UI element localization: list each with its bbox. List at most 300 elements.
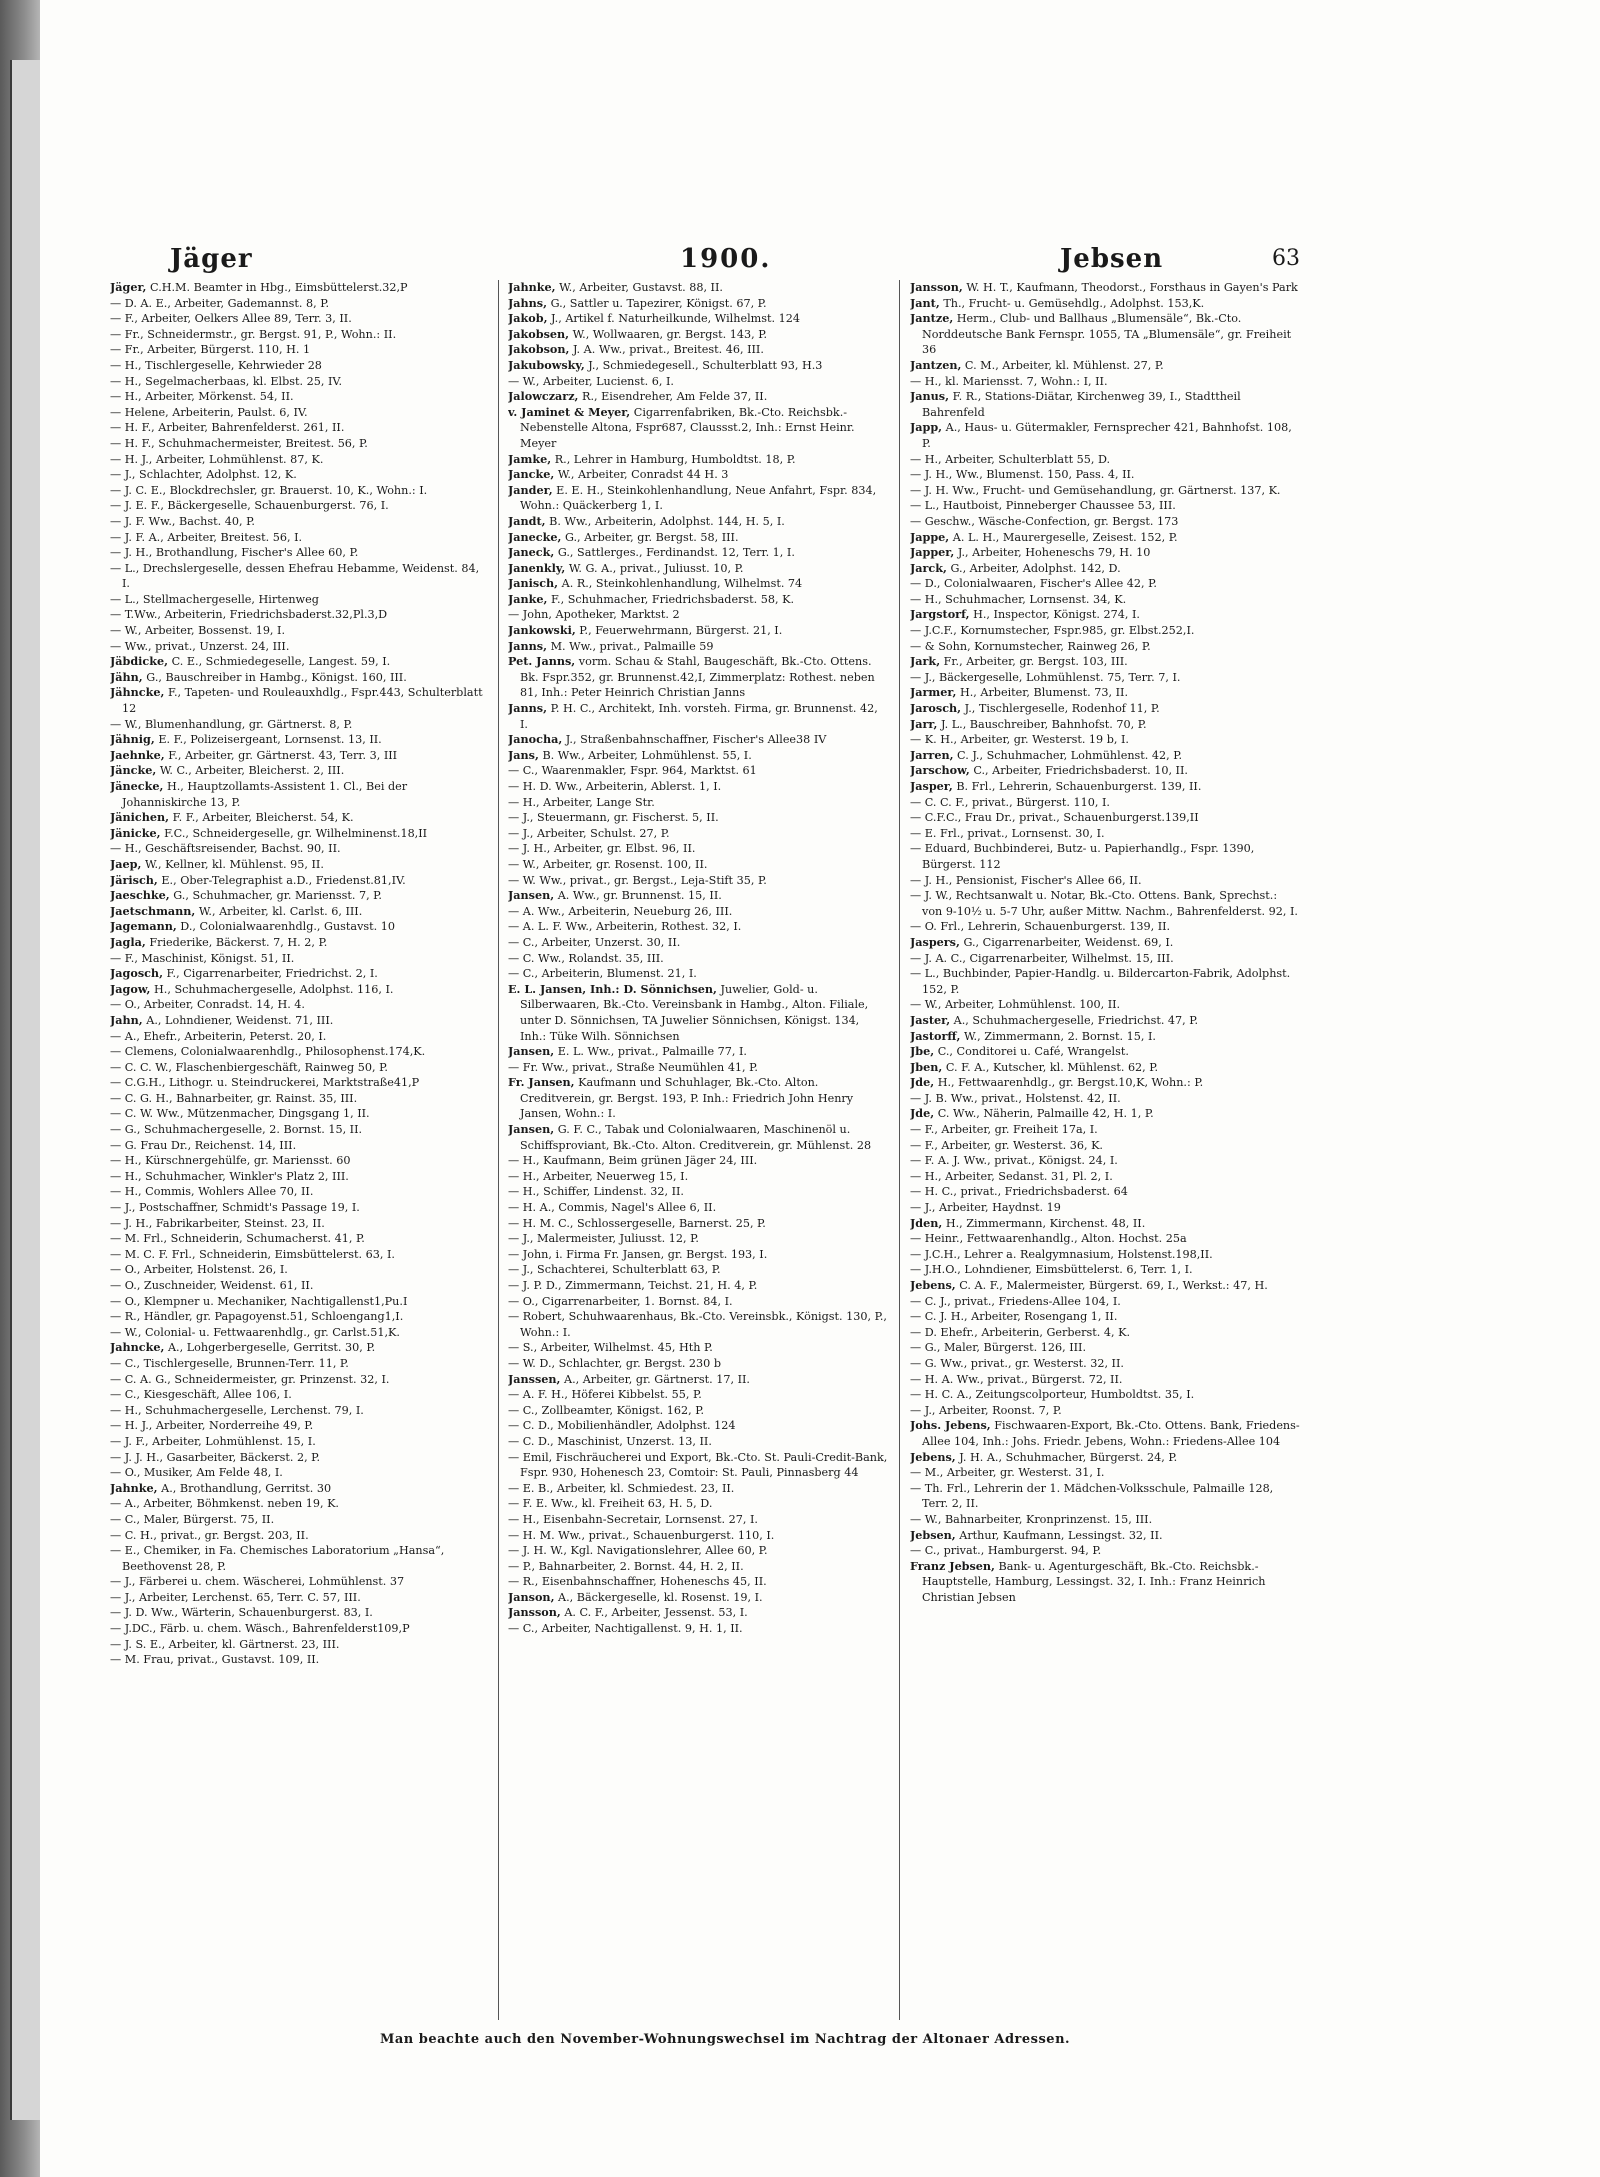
entry-surname: Johs. Jebens, xyxy=(910,1418,991,1433)
entry-surname: Jänecke, xyxy=(110,779,164,793)
entry-details: — W., Blumenhandlung, gr. Gärtnerst. 8, P. xyxy=(110,717,353,731)
entry-details: G., Schuhmacher, gr. Mariensst. 7, P. xyxy=(173,889,382,903)
entry-details: — Th. Frl., Lehrerin der 1. Mädchen-Volksschule, Palmaille 128, Terr. 2, II. xyxy=(910,1481,1274,1511)
directory-entry xyxy=(910,1325,1300,1341)
entry-details: — J. H. Ww., Frucht- und Gemüsehandlung, gr. Gärtnerst. 137, K. xyxy=(910,483,1281,497)
entry-details: — J. H., Fabrikarbeiter, Steinst. 23, II. xyxy=(110,1216,325,1230)
entry-surname: Jansson, xyxy=(910,280,963,294)
directory-entry xyxy=(508,561,888,577)
entry-details: W., Kellner, kl. Mühlenst. 95, II. xyxy=(144,857,324,871)
directory-entry xyxy=(508,342,888,358)
directory-entry xyxy=(508,576,888,592)
directory-entry xyxy=(110,763,488,779)
entry-surname: Jagemann, xyxy=(110,919,177,934)
entry-surname: Jahn, xyxy=(110,1012,143,1027)
entry-surname: Jänichen, xyxy=(110,810,170,825)
entry-details: — L., Buchbinder, Papier-Handlg. u. Bildercarton-Fabrik, Adolphst. 152, P. xyxy=(910,967,1291,996)
directory-entry xyxy=(110,810,488,826)
entry-surname: Jastorff, xyxy=(910,1028,961,1043)
entry-details: — J., Arbeiter, Schulst. 27, P. xyxy=(508,826,670,840)
entry-details: A., Lohndiener, Weidenst. 71, III. xyxy=(146,1013,334,1027)
previous-page-edge xyxy=(10,60,42,2120)
entry-details: A., Bäckergeselle, kl. Rosenst. 19, I. xyxy=(558,1590,763,1604)
entry-details: — F., Arbeiter, gr. Westerst. 36, K. xyxy=(910,1138,1103,1152)
directory-entry xyxy=(508,888,888,904)
directory-entry xyxy=(508,592,888,608)
entry-details: — W., Arbeiter, Lohmühlenst. 100, II. xyxy=(910,998,1121,1012)
directory-entry xyxy=(508,1122,888,1153)
directory-entry xyxy=(910,717,1300,733)
entry-details: — O., Arbeiter, Conradst. 14, H. 4. xyxy=(110,998,305,1012)
directory-entry xyxy=(910,1231,1300,1247)
entry-details: — C. J., privat., Friedens-Allee 104, I. xyxy=(910,1294,1121,1308)
entry-surname: Jansen, xyxy=(508,1044,555,1059)
directory-entry xyxy=(910,420,1300,451)
entry-details: — Geschw., Wäsche-Confection, gr. Bergst. 173 xyxy=(910,514,1179,528)
entry-surname: Jansen, xyxy=(508,888,555,903)
entry-details: — E. B., Arbeiter, kl. Schmiedest. 23, II. xyxy=(508,1481,735,1495)
entry-details: — C. Ww., Rolandst. 35, III. xyxy=(508,951,664,965)
entry-details: F., Cigarrenarbeiter, Friedrichst. 2, I. xyxy=(166,967,378,981)
entry-surname: Jaster, xyxy=(910,1012,951,1027)
directory-entry xyxy=(508,951,888,967)
entry-surname: Jarschow, xyxy=(910,763,970,778)
directory-entry xyxy=(508,779,888,795)
entry-details: E. E. H., Steinkohlenhandlung, Neue Anfahrt, Fspr. 834, Wohn.: Quäckerberg 1, I. xyxy=(520,483,877,513)
entry-surname: Jansson, xyxy=(508,1605,561,1620)
entry-details: Fischwaaren-Export, Bk.-Cto. Ottens. Bank, Friedens-Allee 104, Inh.: Johs. Friedr. Jebens, Wohn.: Friedens-Allee 104 xyxy=(922,1419,1300,1448)
directory-entry xyxy=(910,935,1300,951)
directory-entry xyxy=(910,779,1300,795)
entry-details: W. H. T., Kaufmann, Theodorst., Forsthaus in Gayen's Park xyxy=(966,281,1298,294)
directory-entry xyxy=(110,311,488,327)
directory-entry xyxy=(110,420,488,436)
entry-details: — J., Arbeiter, Roonst. 7, P. xyxy=(910,1403,1062,1417)
directory-entry xyxy=(508,873,888,889)
entry-surname: Jäbdicke, xyxy=(110,654,169,669)
entry-details: — W., Arbeiter, gr. Rosenst. 100, II. xyxy=(508,857,708,871)
directory-entry xyxy=(910,841,1300,872)
directory-entry xyxy=(910,452,1300,468)
entry-details: H., Arbeiter, Blumenst. 73, II. xyxy=(959,686,1129,700)
entry-surname: Janus, xyxy=(910,389,950,404)
directory-entry xyxy=(110,545,488,561)
entry-details: — C. D., Maschinist, Unzerst. 13, II. xyxy=(508,1434,712,1448)
directory-entry xyxy=(508,280,888,296)
directory-entry xyxy=(910,1122,1300,1138)
directory-entry xyxy=(110,1216,488,1232)
directory-entry xyxy=(508,966,888,982)
directory-entry xyxy=(110,966,488,982)
entry-details: — M. Frau, privat., Gustavst. 109, II. xyxy=(110,1653,320,1667)
directory-entry xyxy=(110,1496,488,1512)
entry-details: — A. L. F. Ww., Arbeiterin, Rothest. 32, I. xyxy=(508,920,742,934)
entry-details: C.H.M. Beamter in Hbg., Eimsbüttelerst.32,P xyxy=(150,281,408,294)
entry-details: — H., Commis, Wohlers Allee 70, II. xyxy=(110,1185,314,1199)
directory-entry xyxy=(910,545,1300,561)
directory-entry xyxy=(110,1200,488,1216)
entry-details: — J.C.F., Kornumstecher, Fspr.985, gr. Elbst.252,I. xyxy=(910,624,1195,638)
entry-details: P., Feuerwehrmann, Bürgerst. 21, I. xyxy=(579,624,783,638)
entry-details: A. C. F., Arbeiter, Jessenst. 53, I. xyxy=(564,1606,748,1620)
entry-details: — J. H. W., Kgl. Navigationslehrer, Allee 60, P. xyxy=(508,1544,768,1558)
entry-details: J., Tischlergeselle, Rodenhof 11, P. xyxy=(964,702,1160,716)
entry-details: B. Frl., Lehrerin, Schauenburgerst. 139, II. xyxy=(956,780,1202,793)
entry-details: — O., Klempner u. Mechaniker, Nachtigallenst1,Pu.I xyxy=(110,1294,408,1308)
entry-details: — H. J., Arbeiter, Lohmühlenst. 87, K. xyxy=(110,452,324,466)
entry-details: B. Ww., Arbeiter, Lohmühlenst. 55, I. xyxy=(542,748,752,762)
directory-entry xyxy=(910,514,1300,530)
directory-entry xyxy=(110,1184,488,1200)
entry-details: — H. J., Arbeiter, Norderreihe 49, P. xyxy=(110,1419,314,1433)
entry-details: — John, i. Firma Fr. Jansen, gr. Bergst. 193, I. xyxy=(508,1247,768,1261)
entry-details: — W. Ww., privat., gr. Bergst., Leja-Stift 35, P. xyxy=(508,873,767,887)
directory-entry xyxy=(910,389,1300,420)
entry-surname: Jebens, xyxy=(910,1278,956,1292)
directory-entry xyxy=(110,919,488,935)
entry-details: W., Zimmermann, 2. Bornst. 15, I. xyxy=(964,1029,1156,1043)
entry-details: — H., Arbeiter, Neuerweg 15, I. xyxy=(508,1169,689,1183)
directory-entry xyxy=(910,1309,1300,1325)
entry-details: — H. A., Commis, Nagel's Allee 6, II. xyxy=(508,1201,717,1215)
directory-entry xyxy=(508,1184,888,1200)
directory-entry xyxy=(110,873,488,889)
entry-details: J. H. A., Schuhmacher, Bürgerst. 24, P. xyxy=(959,1450,1178,1464)
directory-entry xyxy=(110,1356,488,1372)
directory-entry xyxy=(508,607,888,623)
entry-details: — J., Arbeiter, Haydnst. 19 xyxy=(910,1201,1061,1215)
entry-details: — H., Geschäftsreisender, Bachst. 90, II. xyxy=(110,842,341,856)
entry-details: J. A. Ww., privat., Breitest. 46, III. xyxy=(572,343,764,357)
directory-entry xyxy=(110,1652,488,1668)
entry-details: Herm., Club- und Ballhaus „Blumensäle“, Bk.-Cto. Norddeutsche Bank Fernspr. 1055, TA „Blumensäle“, gr. Freiheit 36 xyxy=(922,312,1292,357)
directory-entry xyxy=(910,1528,1300,1544)
directory-entry xyxy=(910,592,1300,608)
entry-surname: Japper, xyxy=(910,545,955,560)
directory-entry xyxy=(508,1621,888,1637)
entry-surname: Jäger, xyxy=(110,280,147,294)
entry-details: C. M., Arbeiter, kl. Mühlenst. 27, P. xyxy=(964,358,1164,372)
entry-details: W. G. A., privat., Juliusst. 10, P. xyxy=(568,561,744,575)
directory-entry xyxy=(508,654,888,701)
entry-details: — J.DC., Färb. u. chem. Wäsch., Bahrenfelderst109,P xyxy=(110,1622,410,1636)
entry-details: — R., Händler, gr. Papagoyenst.51, Schloengang1,I. xyxy=(110,1310,404,1324)
directory-entry xyxy=(508,311,888,327)
directory-entry xyxy=(910,763,1300,779)
entry-details: A., Schuhmachergeselle, Friedrichst. 47, P. xyxy=(953,1013,1199,1027)
directory-entry xyxy=(910,1029,1300,1045)
entry-surname: Japp, xyxy=(910,420,943,435)
entry-surname: Janecke, xyxy=(508,529,562,544)
entry-details: — H., Schuhmacher, Winkler's Platz 2, III. xyxy=(110,1169,349,1183)
directory-entry xyxy=(910,1106,1300,1122)
entry-details: — L., Hautboist, Pinneberger Chaussee 53, III. xyxy=(910,499,1176,513)
running-head xyxy=(110,240,1300,280)
directory-entry xyxy=(910,810,1300,826)
entry-surname: Jahns, xyxy=(508,295,548,310)
column-1 xyxy=(110,280,488,2020)
entry-surname: Jäncke, xyxy=(110,763,157,778)
directory-entry xyxy=(508,1216,888,1232)
directory-entry xyxy=(110,1138,488,1154)
directory-entry xyxy=(508,374,888,390)
entry-details: — C., Kiesgeschäft, Allee 106, I. xyxy=(110,1388,292,1402)
entry-details: — Eduard, Buchbinderei, Butz- u. Papierhandlg., Fspr. 1390, Bürgerst. 112 xyxy=(910,842,1255,871)
entry-details: — C., Arbeiter, Unzerst. 30, II. xyxy=(508,935,681,949)
entry-surname: Jakubowsky, xyxy=(508,357,585,372)
entry-surname: Jander, xyxy=(508,482,553,497)
directory-entry xyxy=(110,607,488,623)
entry-details: — E. Frl., privat., Lornsenst. 30, I. xyxy=(910,826,1105,840)
entry-details: — J. W., Rechtsanwalt u. Notar, Bk.-Cto. Ottens. Bank, Sprechst.: von 9-10½ u. 5-7 Uhr, außer Mittw. Nachm., Bahrenfelderst. 92, I. xyxy=(910,889,1298,918)
directory-entry xyxy=(110,685,488,716)
directory-entry xyxy=(110,639,488,655)
directory-entry xyxy=(508,795,888,811)
entry-details: G., Sattler u. Tapezirer, Königst. 67, P. xyxy=(550,296,767,310)
directory-entry xyxy=(508,1496,888,1512)
directory-entry xyxy=(110,748,488,764)
directory-entry xyxy=(508,826,888,842)
directory-entry xyxy=(110,1605,488,1621)
directory-entry xyxy=(508,1372,888,1388)
entry-details: — H., Schiffer, Lindenst. 32, II. xyxy=(508,1185,684,1199)
directory-entry xyxy=(508,1418,888,1434)
entry-details: — G., Schuhmachergeselle, 2. Bornst. 15, II. xyxy=(110,1123,363,1137)
entry-surname: Janson, xyxy=(508,1589,555,1604)
directory-entry xyxy=(110,1403,488,1419)
entry-details: — C., Arbeiterin, Blumenst. 21, I. xyxy=(508,967,697,981)
entry-details: Arthur, Kaufmann, Lessingst. 32, II. xyxy=(959,1528,1163,1542)
entry-details: — Ww., privat., Unzerst. 24, III. xyxy=(110,639,290,653)
entry-details: — C., privat., Hamburgerst. 94, P. xyxy=(910,1544,1102,1558)
directory-entry xyxy=(910,685,1300,701)
directory-entry xyxy=(508,1294,888,1310)
directory-entry xyxy=(910,1543,1300,1559)
directory-entry xyxy=(110,561,488,592)
directory-entry xyxy=(508,358,888,374)
directory-entry xyxy=(508,1200,888,1216)
entry-details: — K. H., Arbeiter, gr. Westerst. 19 b, I. xyxy=(910,733,1129,747)
entry-surname: Janisch, xyxy=(508,576,559,591)
directory-entry xyxy=(110,1231,488,1247)
directory-entry xyxy=(910,1262,1300,1278)
directory-entry xyxy=(508,1356,888,1372)
directory-entry xyxy=(110,1450,488,1466)
entry-details: A., Brothandlung, Gerritst. 30 xyxy=(161,1481,332,1495)
entry-details: H., Zimmermann, Kirchenst. 48, II. xyxy=(945,1216,1146,1230)
directory-entry xyxy=(910,1044,1300,1060)
directory-entry xyxy=(910,1200,1300,1216)
entry-details: — J. P. D., Zimmermann, Teichst. 21, H. 4, P. xyxy=(508,1279,758,1292)
entry-details: W., Arbeiter, Conradst 44 H. 3 xyxy=(557,468,729,482)
entry-details: — W., Colonial- u. Fettwaarenhdlg., gr. Carlst.51,K. xyxy=(110,1325,400,1339)
entry-details: — A., Ehefr., Arbeiterin, Peterst. 20, I. xyxy=(110,1029,327,1043)
directory-entry xyxy=(110,1325,488,1341)
entry-details: — J. J. H., Gasarbeiter, Bäckerst. 2, P. xyxy=(110,1450,320,1464)
entry-details: H., Inspector, Königst. 274, I. xyxy=(973,608,1140,622)
entry-details: E. L. Ww., privat., Palmaille 77, I. xyxy=(557,1045,747,1059)
directory-entry xyxy=(508,1512,888,1528)
entry-details: C. A. F., Malermeister, Bürgerst. 69, I., Werkst.: 47, H. xyxy=(959,1279,1268,1292)
entry-surname: Jarmer, xyxy=(910,685,957,700)
directory-entry xyxy=(110,623,488,639)
entry-details: — W. D., Schlachter, gr. Bergst. 230 b xyxy=(508,1356,721,1370)
entry-details: C., Arbeiter, Friedrichsbaderst. 10, II. xyxy=(973,764,1188,778)
entry-details: — C. C. F., privat., Bürgerst. 110, I. xyxy=(910,795,1110,809)
directory-entry xyxy=(110,405,488,421)
directory-entry xyxy=(910,873,1300,889)
entry-details: G. F. C., Tabak und Colonialwaaren, Maschinenöl u. Schiffsproviant, Bk.-Cto. Alton. Creditverein, gr. Mühlenst. 28 xyxy=(520,1123,872,1152)
page-number: 63 xyxy=(1272,246,1300,271)
directory-entry xyxy=(110,374,488,390)
directory-entry xyxy=(910,530,1300,546)
directory-entry xyxy=(910,1356,1300,1372)
directory-entry xyxy=(508,857,888,873)
entry-details: J. L., Bauschreiber, Bahnhofst. 70, P. xyxy=(940,717,1147,731)
entry-details: — H., Kürschnergehülfe, gr. Mariensst. 60 xyxy=(110,1154,351,1168)
entry-details: — Heinr., Fettwaarenhandlg., Alton. Hochst. 25a xyxy=(910,1232,1187,1246)
entry-details: — F. E. Ww., kl. Freiheit 63, H. 5, D. xyxy=(508,1497,713,1511)
entry-details: A. Ww., gr. Brunnenst. 15, II. xyxy=(557,889,722,903)
entry-details: — D. A. E., Arbeiter, Gademannst. 8, P. xyxy=(110,296,330,310)
entry-surname: Jalowczarz, xyxy=(508,389,579,404)
directory-entry xyxy=(508,763,888,779)
entry-surname: Janns, xyxy=(508,701,548,716)
entry-details: — O., Zuschneider, Weidenst. 61, II. xyxy=(110,1279,314,1292)
directory-entry xyxy=(110,1278,488,1294)
entry-details: — L., Drechslergeselle, dessen Ehefrau Hebamme, Weidenst. 84, I. xyxy=(110,561,480,591)
entry-surname: Jaspers, xyxy=(910,934,960,949)
entry-details: J., Artikel f. Naturheilkunde, Wilhelmst. 124 xyxy=(551,312,800,326)
entry-details: F., Arbeiter, gr. Gärtnerst. 43, Terr. 3, III xyxy=(168,748,398,762)
entry-details: — J. H., Arbeiter, gr. Elbst. 96, II. xyxy=(508,842,696,856)
footer-note: Man beachte auch den November-Wohnungswechsel im Nachtrag der Altonaer Adressen. xyxy=(379,2032,1071,2047)
entry-details: Cigarrenfabriken, Bk.-Cto. Reichsbk.-Nebenstelle Altona, Fspr687, Claussst.2, Inh.: Ernst Heinr. Meyer xyxy=(520,405,855,450)
directory-entry xyxy=(110,389,488,405)
entry-details: — D. Ehefr., Arbeiterin, Gerberst. 4, K. xyxy=(910,1325,1131,1339)
entry-details: — M. Frl., Schneiderin, Schumacherst. 41, P. xyxy=(110,1232,365,1246)
directory-entry xyxy=(910,1013,1300,1029)
directory-entry xyxy=(110,670,488,686)
directory-entry xyxy=(508,919,888,935)
running-head-year: 1900. xyxy=(680,244,772,274)
directory-entry xyxy=(110,1091,488,1107)
entry-details: H., Hauptzollamts-Assistent 1. Cl., Bei der Johanniskirche 13, P. xyxy=(122,780,408,809)
directory-entry xyxy=(110,1262,488,1278)
entry-details: — J., Bäckergeselle, Lohmühlenst. 75, Terr. 7, I. xyxy=(910,670,1181,684)
directory-entry xyxy=(508,1543,888,1559)
entry-details: D., Colonialwaarenhdlg., Gustavst. 10 xyxy=(180,920,395,934)
entry-surname: Jargstorf, xyxy=(910,607,970,622)
entry-details: W., Arbeiter, kl. Carlst. 6, III. xyxy=(198,904,363,918)
entry-details: — H. D. Ww., Arbeiterin, Ablerst. 1, I. xyxy=(508,780,722,793)
entry-details: — J. S. E., Arbeiter, kl. Gärtnerst. 23, III. xyxy=(110,1637,340,1651)
directory-entry xyxy=(508,1559,888,1575)
entry-details: vorm. Schau & Stahl, Baugeschäft, Bk.-Cto. Ottens. Bk. Fspr.352, gr. Brunnenst.42,I, Zimmerplatz: Rothest. neben 81, Inh.: Peter Heinrich Christian Janns xyxy=(520,655,875,700)
directory-entry xyxy=(508,1434,888,1450)
entry-details: W., Wollwaaren, gr. Bergst. 143, P. xyxy=(572,327,768,341)
directory-entry xyxy=(110,1029,488,1045)
directory-entry xyxy=(508,1605,888,1621)
directory-entry xyxy=(910,1450,1300,1466)
entry-surname: Jähnig, xyxy=(110,732,155,747)
entry-surname: Jben, xyxy=(910,1059,943,1074)
entry-details: — & Sohn, Kornumstecher, Rainweg 26, P. xyxy=(910,639,1151,653)
directory-entry xyxy=(910,623,1300,639)
entry-surname: Jahnke, xyxy=(110,1480,158,1495)
directory-entry xyxy=(110,1247,488,1263)
directory-entry xyxy=(910,561,1300,577)
entry-surname: Jakob, xyxy=(508,311,548,326)
directory-entry xyxy=(910,888,1300,919)
directory-entry xyxy=(508,405,888,452)
entry-details: — C. W. Ww., Mützenmacher, Dingsgang 1, II. xyxy=(110,1107,370,1121)
entry-details: — E., Chemiker, in Fa. Chemisches Laboratorium „Hansa“, Beethovenst 28, P. xyxy=(110,1544,445,1573)
directory-entry xyxy=(508,1262,888,1278)
directory-entry xyxy=(910,1075,1300,1091)
entry-details: — J. F. A., Arbeiter, Breitest. 56, I. xyxy=(110,530,303,544)
entry-details: — C. C. W., Flaschenbiergeschäft, Rainweg 50, P. xyxy=(110,1060,388,1074)
directory-entry xyxy=(910,374,1300,390)
directory-entry xyxy=(110,1481,488,1497)
directory-entry xyxy=(910,1387,1300,1403)
directory-entry xyxy=(110,1044,488,1060)
entry-details: — H., kl. Mariensst. 7, Wohn.: I, II. xyxy=(910,374,1108,388)
entry-details: — H. A. Ww., privat., Bürgerst. 72, II. xyxy=(910,1372,1123,1386)
entry-details: — H., Schuhmacher, Lornsenst. 34, K. xyxy=(910,592,1127,606)
entry-details: G., Arbeiter, gr. Bergst. 58, III. xyxy=(564,530,739,544)
entry-details: — C. J. H., Arbeiter, Rosengang 1, II. xyxy=(910,1310,1118,1324)
directory-entry xyxy=(110,280,488,296)
entry-details: M. Ww., privat., Palmaille 59 xyxy=(550,639,714,653)
entry-details: B. Ww., Arbeiterin, Adolphst. 144, H. 5, I. xyxy=(549,514,785,528)
directory-entry xyxy=(110,997,488,1013)
entry-details: — J., Postschaffner, Schmidt's Passage 19, I. xyxy=(110,1201,360,1215)
entry-details: — C.G.H., Lithogr. u. Steindruckerei, Marktstraße41,P xyxy=(110,1076,420,1090)
directory-entry xyxy=(910,576,1300,592)
entry-surname: Jahnke, xyxy=(508,280,556,294)
entry-surname: Jahncke, xyxy=(110,1340,165,1355)
directory-entry xyxy=(910,732,1300,748)
entry-surname: Jagosch, xyxy=(110,966,163,981)
entry-details: F., Tapeten- und Rouleauxhdlg., Fspr.443, Schulterblatt 12 xyxy=(122,686,483,716)
entry-details: F. F., Arbeiter, Bleicherst. 54, K. xyxy=(172,811,354,825)
directory-entry xyxy=(508,1060,888,1076)
entry-details: P. H. C., Architekt, Inh. vorsteh. Firma, gr. Brunnenst. 42, I. xyxy=(520,702,878,731)
entry-details: — H. M. Ww., privat., Schauenburgerst. 110, I. xyxy=(508,1528,775,1542)
directory-entry xyxy=(508,1044,888,1060)
directory-entry xyxy=(508,1481,888,1497)
entry-details: — F., Arbeiter, Oelkers Allee 89, Terr. 3, II. xyxy=(110,312,352,326)
entry-details: — A. F. H., Höferei Kibbelst. 55, P. xyxy=(508,1388,702,1402)
entry-details: — A. Ww., Arbeiterin, Neueburg 26, III. xyxy=(508,904,733,918)
directory-entry xyxy=(508,452,888,468)
entry-details: — Fr., Schneidermstr., gr. Bergst. 91, P., Wohn.: II. xyxy=(110,327,397,341)
directory-entry xyxy=(910,654,1300,670)
entry-surname: Jandt, xyxy=(508,513,546,528)
entry-details: — H., Arbeiter, Sedanst. 31, Pl. 2, I. xyxy=(910,1169,1113,1183)
entry-surname: Jans, xyxy=(508,747,539,762)
directory-entry xyxy=(110,888,488,904)
directory-entry xyxy=(910,1512,1300,1528)
directory-entry xyxy=(110,592,488,608)
directory-entry xyxy=(508,623,888,639)
directory-entry xyxy=(110,296,488,312)
entry-details: — O., Musiker, Am Felde 48, I. xyxy=(110,1466,283,1480)
entry-details: — R., Eisenbahnschaffner, Hoheneschs 45, II. xyxy=(508,1575,767,1589)
directory-entry xyxy=(110,530,488,546)
entry-details: R., Lehrer in Hamburg, Humboldtst. 18, P. xyxy=(554,452,796,466)
